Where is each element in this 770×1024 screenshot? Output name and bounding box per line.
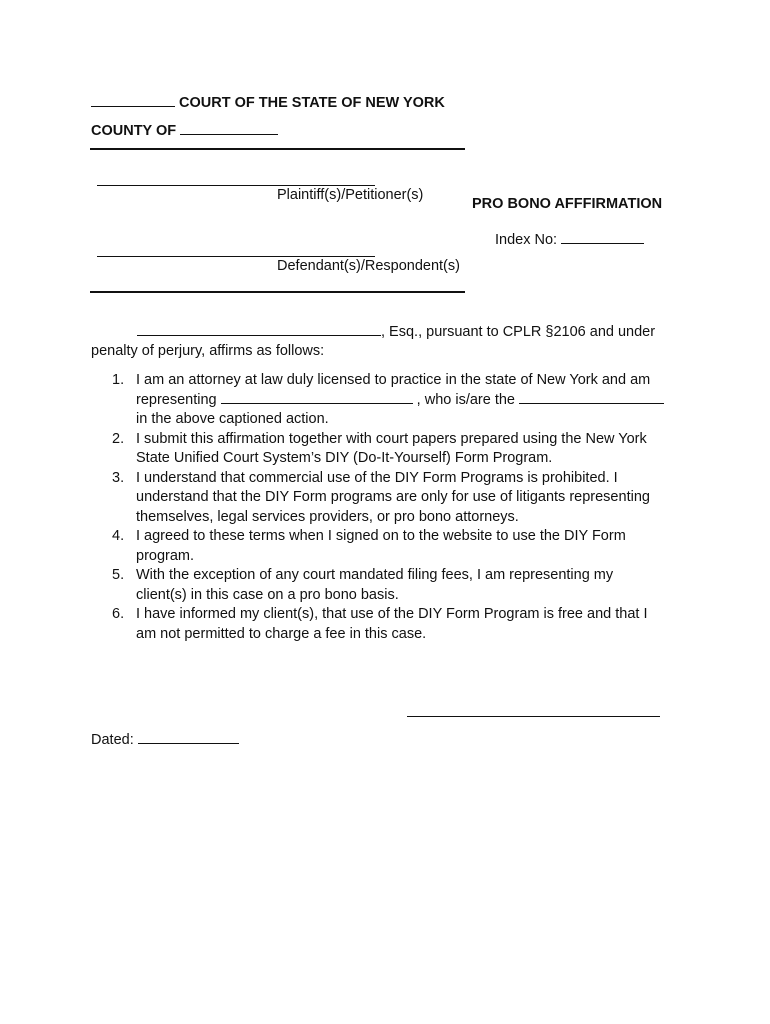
defendant-name-blank[interactable] <box>97 256 375 257</box>
affirmation-list <box>100 371 690 644</box>
list-text: I agreed to these terms when I signed on to the website to use the DIY Form program. <box>136 528 626 564</box>
list-text: I am an attorney at law duly licensed to practice in the state of New York and am <box>136 372 651 388</box>
court-heading <box>91 94 445 111</box>
county-name-blank[interactable] <box>180 122 278 135</box>
county-label: COUNTY OF <box>91 123 177 139</box>
document-title: PRO BONO AFFFIRMATION <box>472 196 663 212</box>
list-number: 3. <box>112 469 125 486</box>
dated-label: Dated: <box>91 732 134 748</box>
intro-line-2: penalty of perjury, affirms as follows: <box>91 343 325 359</box>
list-number: 6. <box>112 606 125 622</box>
caption-top-rule <box>90 148 465 150</box>
dated-row <box>91 731 239 748</box>
attorney-name-blank[interactable] <box>137 323 381 336</box>
list-number: 1. <box>112 372 125 388</box>
index-number <box>495 231 644 248</box>
list-number: 5. <box>112 567 125 583</box>
list-text: I submit this affirmation together with court papers prepared using the New York State Unified Court System’s DIY (Do-It-Yourself) Form Program. <box>136 430 647 466</box>
list-number: 4. <box>112 528 125 544</box>
list-item <box>100 430 690 469</box>
plaintiff-label: Plaintiff(s)/Petitioner(s) <box>277 187 424 203</box>
index-label: Index No: <box>495 232 558 248</box>
list-item <box>100 371 690 430</box>
date-blank[interactable] <box>138 731 239 744</box>
list-text-representing: representing , who is/are the <box>136 391 690 411</box>
list-number: 2. <box>112 430 125 447</box>
index-number-blank[interactable] <box>561 231 644 244</box>
intro-text: , Esq., pursuant to CPLR §2106 and under <box>381 324 656 340</box>
list-item <box>100 469 690 528</box>
signature-line[interactable] <box>407 716 660 717</box>
intro-line-1 <box>137 323 655 340</box>
client-role-blank[interactable] <box>519 391 664 404</box>
caption-bottom-rule <box>90 291 465 293</box>
client-name-blank[interactable] <box>221 391 413 404</box>
defendant-label: Defendant(s)/Respondent(s) <box>277 258 460 274</box>
list-item <box>100 605 690 644</box>
court-title: COURT OF THE STATE OF NEW YORK <box>179 95 445 111</box>
list-text: I understand that commercial use of the DIY Form Programs is prohibited. I understand that the DIY Form programs are only for use of litigants representing themselves, legal services providers, or pro bono attorneys. <box>136 469 650 525</box>
list-text: in the above captioned action. <box>136 411 329 427</box>
list-text: I have informed my client(s), that use of the DIY Form Program is free and that I am not permitted to charge a fee in this case. <box>136 606 648 642</box>
list-text: With the exception of any court mandated filing fees, I am representing my client(s) in this case on a pro bono basis. <box>136 567 614 603</box>
plaintiff-name-blank[interactable] <box>97 185 375 186</box>
county-heading <box>91 122 278 139</box>
list-item <box>100 527 690 566</box>
court-name-blank[interactable] <box>91 94 175 107</box>
list-item <box>100 566 690 605</box>
